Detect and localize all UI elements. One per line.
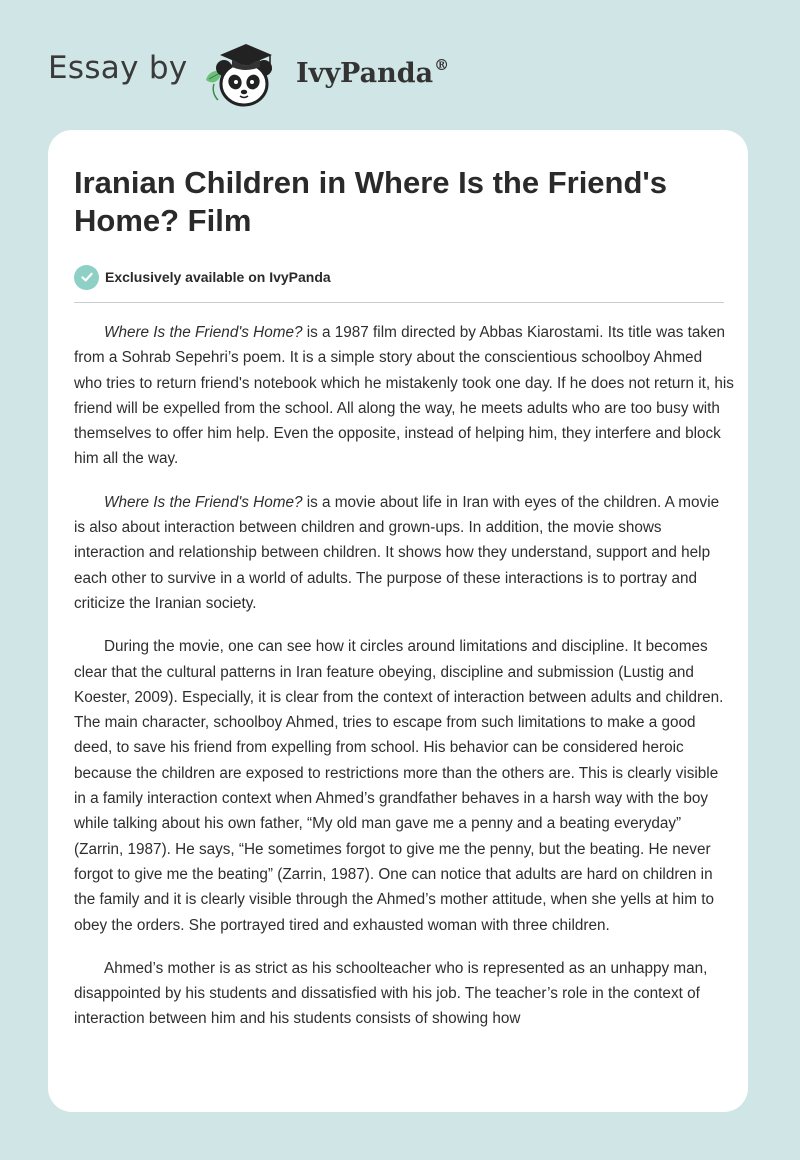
paragraph-text: is a movie about life in Iran with eyes of the children. A movie is also about interaction between children and grown-ups. In addition, the movie shows interaction and relationship between children. It shows how they understand, support and help each other to survive in a world of adults. The purpose of these interactions is to portray and criticize the Iranian society. — [74, 493, 720, 612]
paragraph — [74, 634, 734, 938]
exclusive-badge-label: Exclusively available on IvyPanda — [105, 269, 331, 285]
exclusive-badge — [74, 264, 331, 290]
divider — [74, 302, 724, 303]
checkmark-icon — [74, 265, 99, 290]
paragraph-text: is a 1987 film directed by Abbas Kiarostami. Its title was taken from a Sohrab Sepehri’s poem. It is a simple story about the conscientious schoolboy Ahmed who tries to return friend's notebook which he mistakenly took one day. If he does not return it, his friend will be expelled from the school. All along the way, he meets adults who are too busy with themselves to offer him help. Even the opposite, instead of helping him, they interfere and block him all the way. — [74, 324, 734, 468]
paragraph — [74, 320, 734, 472]
paragraph — [74, 490, 734, 616]
site-header — [0, 0, 800, 130]
essay-card — [48, 130, 748, 1112]
film-title-italic: Where Is the Friend's Home? — [104, 324, 303, 341]
paragraph-text: Ahmed’s mother is as strict as his schoolteacher who is represented as an unhappy man, disappointed by his students and dissatisfied with his job. The teacher’s role in the context of interaction between him and his students consists of showing how — [74, 959, 708, 1028]
film-title-italic: Where Is the Friend's Home? — [104, 493, 303, 511]
registered-mark: ® — [434, 56, 450, 74]
panda-logo-icon[interactable] — [200, 36, 292, 110]
paragraph — [74, 956, 734, 1032]
brand-name: IvyPanda — [296, 58, 434, 89]
paragraph-text: During the movie, one can see how it circles around limitations and discipline. It becomes clear that the cultural patterns in Iran feature obeying, discipline and submission (Lustig and Koester, 2009). Especially, it is clear from the context of interaction between adults and children. The main character, schoolboy Ahmed, tries to escape from such limitations to make a good deed, to save his friend from expelling from school. His behavior can be considered heroic because the children are exposed to restrictions more than the others are. This is clearly visible in a family interaction context when Ahmed’s grandfather behaves in a harsh way with the boy while talking about his own father, “My old man gave me a penny and a beating everyday” (Zarrin, 1987). He says, “He sometimes forgot to give me the penny, but the beating. He never forgot to give me the beating” (Zarrin, 1987). One can notice that adults are hard on children in the family and it is clearly visible through the Ahmed’s mother attitude, when she yells at him to obey the orders. She portrayed tired and exhausted woman with three children. — [74, 638, 724, 934]
essay-body — [74, 320, 734, 1050]
brand-logo-text[interactable] — [296, 56, 449, 89]
page-title: Iranian Children in Where Is the Friend's Home? Film — [74, 165, 668, 238]
essay-by-label: Essay by — [48, 50, 188, 86]
